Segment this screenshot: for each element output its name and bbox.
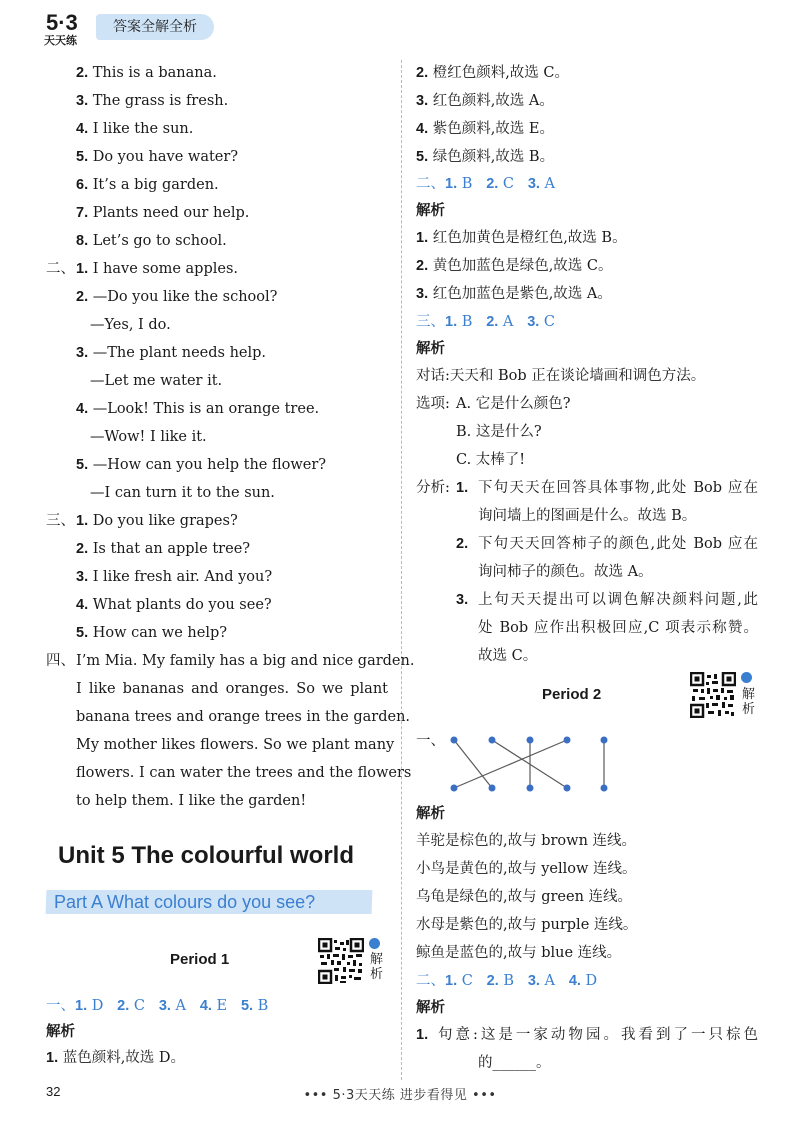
analysis-item: 3. 红色颜料,故选 A。	[416, 93, 554, 109]
paragraph-line: I like bananas and oranges. So we plant	[76, 681, 388, 697]
match-dot	[601, 737, 608, 744]
play-icon	[741, 672, 752, 683]
list-item: 4. I like the sun.	[76, 121, 194, 137]
match-line	[454, 740, 567, 788]
section-tab: 答案全解全析	[96, 14, 214, 40]
period-title: Period 2	[542, 686, 602, 703]
analysis-item: 5. 绿色颜料,故选 B。	[416, 149, 555, 165]
list-item: —Yes, I do.	[90, 317, 171, 333]
list-item: 3. The grass is fresh.	[76, 93, 229, 109]
section-prefix: 二、	[46, 261, 75, 277]
match-dot	[489, 785, 496, 792]
analysis-item: 2. 橙红色颜料,故选 C。	[416, 65, 570, 81]
unit-title: Unit 5 The colourful world	[58, 842, 354, 869]
analysis-label: 解析	[416, 806, 445, 822]
match-dot	[451, 737, 458, 744]
analysis-item: 水母是紫色的,故与 purple 连线。	[416, 917, 638, 933]
paragraph-line: I’m Mia. My family has a big and nice garden.	[76, 653, 415, 669]
analysis-item: 鲸鱼是蓝色的,故与 blue 连线。	[416, 945, 622, 961]
analysis-item: 1. 红色加黄色是橙红色,故选 B。	[416, 230, 627, 246]
list-item: 1. I have some apples.	[76, 261, 238, 277]
options-label: 选项:	[416, 396, 450, 412]
list-item: —I can turn it to the sun.	[90, 485, 275, 501]
option-item: C. 太棒了!	[456, 452, 526, 468]
list-item: 5. How can we help?	[76, 625, 228, 641]
qr-label: 解析	[742, 687, 756, 717]
list-item: 5. Do you have water?	[76, 149, 239, 165]
qr-label: 解析	[370, 952, 384, 982]
list-item: 7. Plants need our help.	[76, 205, 250, 221]
part-title: Part A What colours do you see?	[54, 892, 316, 912]
analysis-label-2: 分析:	[416, 480, 450, 496]
answer-line: 二、1. C 2. B 3. A 4. D	[416, 973, 598, 989]
play-icon	[369, 938, 380, 949]
match-dot	[527, 785, 534, 792]
list-item: 3. I like fresh air. And you?	[76, 569, 273, 585]
match-dot	[489, 737, 496, 744]
qr-code-icon[interactable]	[690, 672, 736, 718]
analysis-line: 下句天天回答柿子的颜色,此处 Bob 应在	[478, 536, 758, 552]
matching-diagram	[440, 728, 620, 798]
analysis-item: 乌龟是绿色的,故与 green 连线。	[416, 889, 633, 905]
footer-slogan: ••• 5·3天天练 进步看得见 •••	[303, 1088, 497, 1103]
match-dot	[601, 785, 608, 792]
answer-line: 二、1. B 2. C 3. A	[416, 176, 556, 192]
section-prefix: 四、	[46, 653, 75, 669]
list-item: —Let me water it.	[90, 373, 223, 389]
analysis-line: 故选 C。	[478, 648, 538, 664]
analysis-item: 2. 黄色加蓝色是绿色,故选 C。	[416, 258, 613, 274]
list-item: 3. —The plant needs help.	[76, 345, 267, 361]
paragraph-line: to help them. I like the garden!	[76, 793, 307, 809]
analysis-item: 3. 红色加蓝色是紫色,故选 A。	[416, 286, 612, 302]
period-title: Period 1	[170, 951, 230, 968]
list-item: 2. This is a banana.	[76, 65, 217, 81]
analysis-label: 解析	[46, 1024, 75, 1040]
analysis-item: 小鸟是黄色的,故与 yellow 连线。	[416, 861, 637, 877]
option-item: A. 它是什么颜色?	[456, 396, 571, 412]
match-dot	[451, 785, 458, 792]
analysis-item: 4. 紫色颜料,故选 E。	[416, 121, 555, 137]
brand-logo	[44, 8, 90, 46]
logo-text: 5·3	[46, 10, 78, 35]
option-item: B. 这是什么?	[456, 424, 542, 440]
analysis-label: 解析	[416, 341, 445, 357]
section-prefix: 一、	[416, 733, 445, 749]
analysis-line: 句意:这是一家动物园。我看到了一只棕色	[438, 1027, 758, 1043]
answer-line: 一、1. D 2. C 3. A 4. E 5. B	[46, 998, 269, 1014]
analysis-item: 1.	[416, 1027, 429, 1043]
analysis-item: 1.	[456, 480, 469, 496]
list-item: 5. —How can you help the flower?	[76, 457, 327, 473]
list-item: 4. What plants do you see?	[76, 597, 272, 613]
match-dot	[564, 737, 571, 744]
logo-sub: 天天练	[44, 34, 77, 46]
list-item: 8. Let’s go to school.	[76, 233, 227, 249]
page-number: 32	[46, 1084, 61, 1099]
list-item: 6. It’s a big garden.	[76, 177, 219, 193]
match-line	[454, 740, 492, 788]
analysis-line: 处 Bob 应作出积极回应,C 项表示称赞。	[478, 620, 758, 636]
answer-line: 三、1. B 2. A 3. C	[416, 314, 556, 330]
analysis-line: 询问柿子的颜色。故选 A。	[478, 564, 653, 580]
paragraph-line: flowers. I can water the trees and the flowers	[76, 765, 412, 781]
dialogue-text: 对话:天天和 Bob 正在谈论墙画和调色方法。	[416, 368, 706, 384]
paragraph-line: banana trees and orange trees in the garden.	[76, 709, 411, 725]
analysis-label: 解析	[416, 203, 445, 219]
analysis-item: 羊驼是棕色的,故与 brown 连线。	[416, 833, 637, 849]
match-dot	[564, 785, 571, 792]
match-dot	[527, 737, 534, 744]
list-item: 2. —Do you like the school?	[76, 289, 278, 305]
qr-code-icon[interactable]	[318, 938, 364, 984]
analysis-line: 询问墙上的图画是什么。故选 B。	[478, 508, 697, 524]
analysis-line: 的______。	[478, 1055, 551, 1071]
analysis-line: 下句天天在回答具体事物,此处 Bob 应在	[478, 480, 758, 496]
analysis-line: 上句天天提出可以调色解决颜料问题,此	[478, 592, 758, 608]
list-item: 4. —Look! This is an orange tree.	[76, 401, 320, 417]
list-item: —Wow! I like it.	[90, 429, 207, 445]
paragraph-line: My mother likes flowers. So we plant many	[76, 737, 395, 753]
section-prefix: 三、	[46, 513, 75, 529]
list-item: 1. Do you like grapes?	[76, 513, 238, 529]
list-item: 2. Is that an apple tree?	[76, 541, 251, 557]
analysis-item: 2.	[456, 536, 469, 552]
column-divider	[401, 60, 402, 1080]
analysis-item: 1. 蓝色颜料,故选 D。	[46, 1050, 186, 1066]
analysis-item: 3.	[456, 592, 469, 608]
analysis-label: 解析	[416, 1000, 445, 1016]
